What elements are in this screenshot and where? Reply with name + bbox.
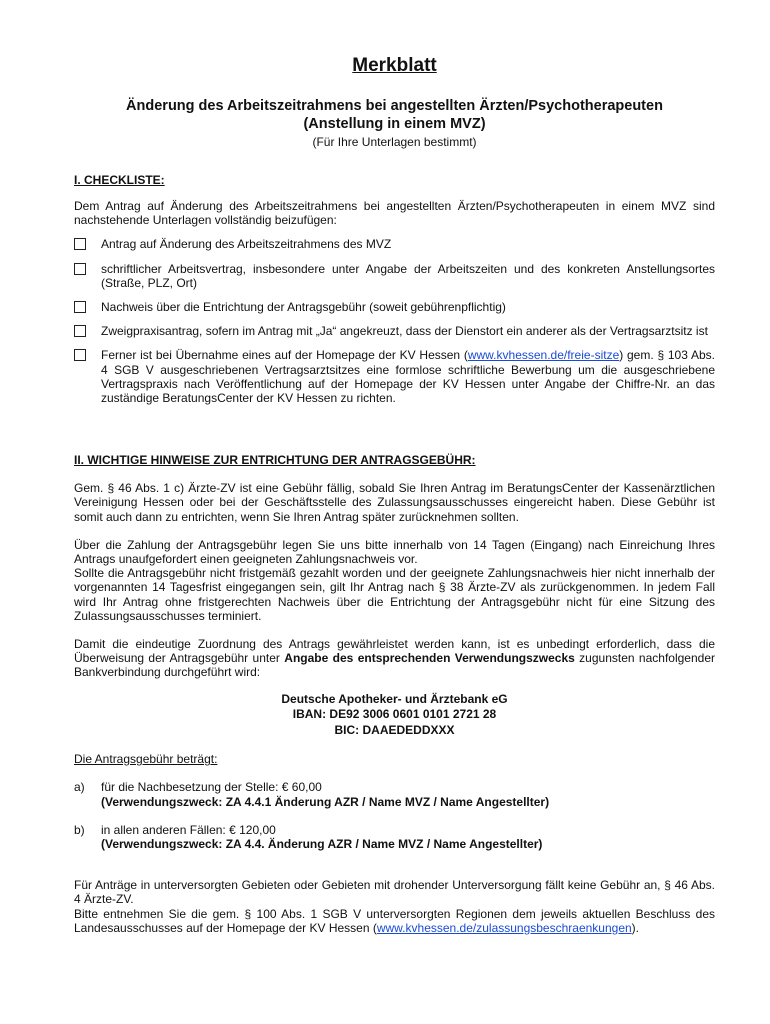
checklist-item-text — [101, 348, 715, 405]
subtitle-note: (Für Ihre Unterlagen bestimmt) — [312, 135, 477, 149]
freie-sitze-link[interactable]: www.kvhessen.de/freie-sitze — [467, 348, 620, 363]
checkbox[interactable] — [74, 325, 86, 337]
paragraph-bold-text: Angabe des entsprechenden Verwendungszwecks — [284, 651, 575, 666]
bank-bic: BIC: DAAEDEDDXXX — [334, 722, 455, 737]
checkbox[interactable] — [74, 238, 86, 250]
document-page — [74, 0, 715, 935]
checklist-item — [74, 324, 715, 338]
paragraph-text-part: Damit die eindeutige Zuordnung des Antrags gewährleistet werden kann, ist es unbedingt erforderlich, dass die Überweisung der Antragsgebühr unter — [74, 637, 715, 666]
checklist-item — [74, 262, 715, 290]
section-1-heading: I. CHECKLISTE: — [74, 173, 165, 187]
section-2-paragraph-2a: Über die Zahlung der Antragsgebühr legen Sie uns bitte innerhalb von 14 Tagen (Eingang) nach Einreichung Ihres Antrags unaufgefordert einen geeigneten Zahlungsnachweis vor. — [74, 537, 715, 567]
checklist-item-text: Antrag auf Änderung des Arbeitszeitrahmens des MVZ — [101, 237, 392, 252]
paragraph-text-part: Bitte entnehmen Sie die gem. § 100 Abs. 1 SGB V unterversorgten Regionen dem jeweils aktuellen Beschluss des Landesausschusses auf der Homepage der KV Hessen ( — [74, 906, 715, 935]
subtitle-line-2: (Anstellung in einem MVZ) — [303, 116, 486, 132]
fee-heading: Die Antragsgebühr beträgt: — [74, 752, 218, 767]
checklist-item-text: Nachweis über die Entrichtung der Antragsgebühr (soweit gebührenpflichtig) — [101, 300, 506, 315]
page-subtitle — [74, 97, 715, 133]
bank-name: Deutsche Apotheker- und Ärztebank eG — [281, 691, 508, 706]
final-paragraph-1: Für Anträge in unterversorgten Gebieten oder Gebieten mit drohender Unterversorgung fällt keine Gebühr an, § 46 Abs. 4 Ärzte-ZV. — [74, 878, 715, 907]
checklist-item-text: schriftlicher Arbeitsvertrag, insbesondere unter Angabe der Arbeitszeiten und des konkreten Anstellungsortes (Straße, PLZ, Ort) — [101, 261, 715, 290]
fee-item-line: für die Nachbesetzung der Stelle: € 60,00 — [101, 780, 322, 795]
fee-item-line: in allen anderen Fällen: € 120,00 — [101, 822, 276, 837]
paragraph-text-part: ). — [631, 920, 640, 935]
section-2-heading: II. WICHTIGE HINWEISE ZUR ENTRICHTUNG DER ANTRAGSGEBÜHR: — [74, 453, 476, 468]
checkbox[interactable] — [74, 349, 86, 361]
fee-item — [74, 823, 715, 851]
checkbox[interactable] — [74, 301, 86, 313]
subtitle-line-1: Änderung des Arbeitszeitrahmens bei angestellten Ärzten/Psychotherapeuten — [126, 98, 663, 114]
section-2-paragraph-1: Gem. § 46 Abs. 1 c) Ärzte-ZV ist eine Gebühr fällig, sobald Sie Ihren Antrag im BeratungsCenter der Kassenärztlichen Vereinigung Hessen oder bei der Geschäftsstelle des Zulassungsausschusses eingereicht haben. Diese Gebühr ist somit auch dann zu entrichten, wenn Sie Ihren Antrag später zurücknehmen sollten. — [74, 481, 715, 524]
checklist-item-text: Zweigpraxisantrag, sofern im Antrag mit „Ja“ angekreuzt, dass der Dienstort ein anderer als der Vertragsarztsitz ist — [101, 324, 708, 339]
checkbox[interactable] — [74, 263, 86, 275]
checklist-item — [74, 300, 715, 314]
fee-item-label: b) — [74, 822, 85, 837]
fee-item — [74, 780, 715, 808]
section-1-intro: Dem Antrag auf Änderung des Arbeitszeitrahmens bei angestellten Ärzten/Psychotherapeuten in einem MVZ sind nachstehende Unterlagen vollständig beizufügen: — [74, 199, 715, 228]
checklist-item-text-part: ) gem. § 103 Abs. 4 SGB V ausgeschriebenen Vertragsarztsitzes eine formlose schriftliche Bewerbung um die ausgeschriebene Vertragspraxis nach Veröffentlichung auf der Homepage der KV Hessen unter Angabe der Chiffre-Nr. an das zuständige BeratungsCenter der KV Hessen zu richten. — [101, 348, 715, 406]
bank-iban: IBAN: DE92 3006 0601 0101 2721 28 — [292, 707, 497, 722]
section-2-paragraph-2b: Sollte die Antragsgebühr nicht fristgemäß gezahlt worden und der geeignete Zahlungsnachweis hier nicht innerhalb der vorgenannten 14 Tagesfrist eingegangen sein, gilt Ihr Antrag nach § 38 Ärzte-ZV als zurückgenommen. In jedem Fall wird Ihr Antrag ohne fristgerechten Nachweis über die Entrichtung der Antragsgebühr nicht für eine Sitzung des Zulassungsausschusses terminiert. — [74, 566, 715, 623]
paragraph-text-part: zugunsten nachfolgender Bankverbindung durchgeführt wird: — [74, 651, 715, 680]
fee-item-purpose: (Verwendungszweck: ZA 4.4. Änderung AZR / Name MVZ / Name Angestellter) — [101, 836, 543, 851]
checklist-item — [74, 237, 715, 251]
page-title: Merkblatt — [352, 55, 437, 76]
section-2-paragraph-3 — [74, 637, 715, 680]
checklist-item-text-part: Ferner ist bei Übernahme eines auf der Homepage der KV Hessen ( — [101, 348, 468, 363]
fee-item-label: a) — [74, 780, 85, 795]
checklist-item — [74, 348, 715, 405]
bank-details — [74, 692, 715, 739]
fee-item-purpose: (Verwendungszweck: ZA 4.4.1 Änderung AZR / Name MVZ / Name Angestellter) — [101, 794, 550, 809]
zulassungsbeschraenkungen-link[interactable]: www.kvhessen.de/zulassungsbeschraenkungen — [376, 920, 632, 935]
final-paragraph-2 — [74, 907, 715, 935]
